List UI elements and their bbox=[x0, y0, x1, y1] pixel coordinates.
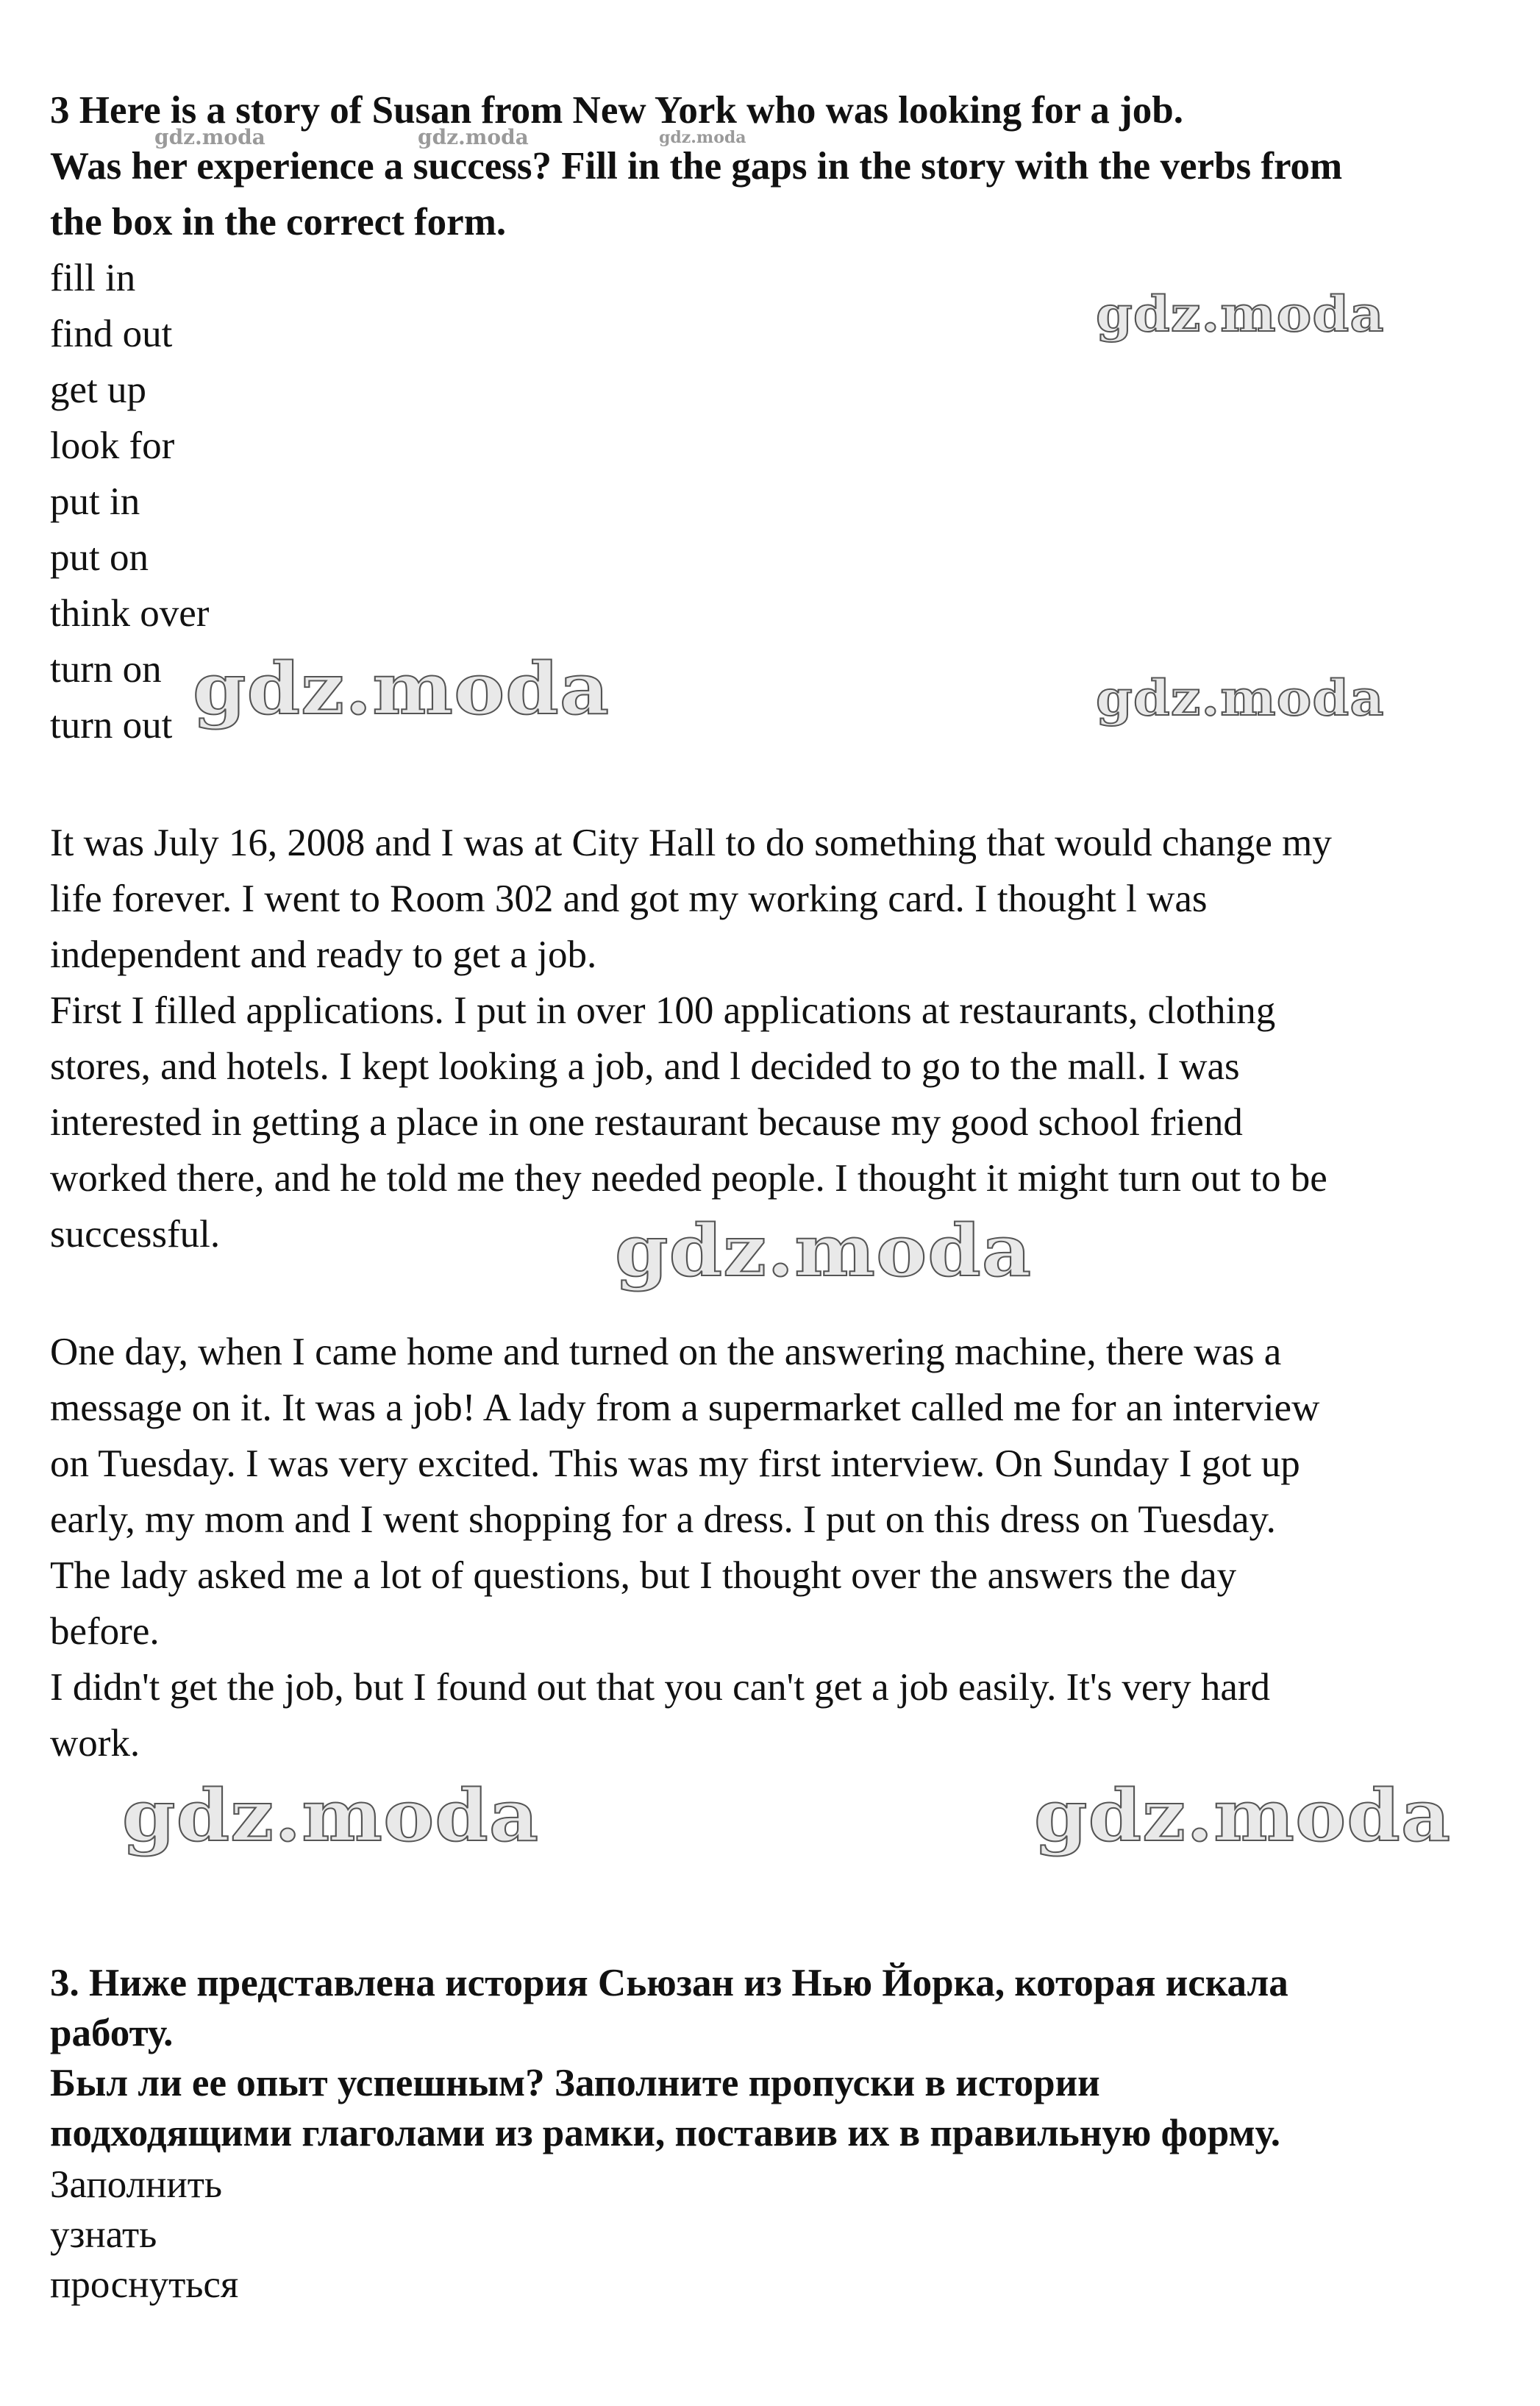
task-ru-heading-line-1: 3. Ниже представлена история Сьюзан из Нью Йорка, которая искала bbox=[50, 1962, 1288, 2004]
verb-fill-in: fill in bbox=[50, 257, 136, 299]
story-p2-line-1: One day, when I came home and turned on the answering machine, there was a bbox=[50, 1331, 1282, 1373]
ru-verb-2: узнать bbox=[50, 2213, 157, 2256]
story-p2-line-2: message on it. It was a job! A lady from a supermarket called me for an interview bbox=[50, 1387, 1320, 1429]
story-p2-line-3: on Tuesday. I was very excited. This was my first interview. On Sunday I got up bbox=[50, 1442, 1300, 1485]
story-p1-line-3: independent and ready to get a job. bbox=[50, 933, 597, 976]
watermark-3: gdz.moda bbox=[1096, 669, 1385, 727]
story-p1-line-8: successful. bbox=[50, 1213, 221, 1256]
task-ru-heading-line-4: подходящими глаголами из рамки, поставив их в правильную форму. bbox=[50, 2112, 1280, 2154]
watermark-4: gdz.moda bbox=[615, 1209, 1033, 1292]
watermark-5: gdz.moda bbox=[122, 1774, 540, 1857]
story-p1-line-4: First I filled applications. I put in over 100 applications at restaurants, clothing bbox=[50, 989, 1276, 1032]
verb-think-over: think over bbox=[50, 592, 210, 635]
task-heading-line-3: the box in the correct form. bbox=[50, 201, 507, 243]
story-p1-line-6: interested in getting a place in one restaurant because my good school friend bbox=[50, 1101, 1243, 1144]
watermark-small-1: gdz.moda bbox=[154, 125, 265, 149]
task-ru-heading-line-2: работу. bbox=[50, 2012, 174, 2054]
ru-verb-3: проснуться bbox=[50, 2263, 239, 2306]
story-p1-line-5: stores, and hotels. I kept looking a job, and l decided to go to the mall. I was bbox=[50, 1045, 1240, 1088]
task-heading-line-2: Was her experience a success? Fill in the gaps in the story with the verbs from bbox=[50, 145, 1343, 188]
story-p1-line-2: life forever. I went to Room 302 and got my working card. I thought l was bbox=[50, 878, 1208, 920]
story-p1-line-1: It was July 16, 2008 and I was at City Hall to do something that would change my bbox=[50, 822, 1332, 864]
ru-verb-1: Заполнить bbox=[50, 2163, 223, 2206]
story-p2-line-5: The lady asked me a lot of questions, but I thought over the answers the day bbox=[50, 1554, 1237, 1597]
story-p2-line-6: before. bbox=[50, 1610, 160, 1653]
story-p2-line-4: early, my mom and I went shopping for a dress. I put on this dress on Tuesday. bbox=[50, 1498, 1276, 1541]
watermark-2: gdz.moda bbox=[193, 647, 610, 730]
verb-turn-out: turn out bbox=[50, 704, 173, 747]
task-ru-heading-line-3: Был ли ее опыт успешным? Заполните пропуски в истории bbox=[50, 2062, 1100, 2104]
story-p2-line-7: I didn't get the job, but I found out that you can't get a job easily. It's very hard bbox=[50, 1666, 1270, 1709]
verb-put-in: put in bbox=[50, 480, 140, 523]
watermark-small-2: gdz.moda bbox=[418, 125, 529, 149]
verb-look-for: look for bbox=[50, 424, 175, 467]
verb-put-on: put on bbox=[50, 536, 149, 579]
story-p2-line-8: work. bbox=[50, 1722, 140, 1765]
verb-find-out: find out bbox=[50, 313, 173, 355]
watermark-6: gdz.moda bbox=[1034, 1774, 1452, 1857]
story-p1-line-7: worked there, and he told me they needed people. I thought it might turn out to be bbox=[50, 1157, 1327, 1200]
watermark-1: gdz.moda bbox=[1096, 285, 1385, 343]
watermark-small-3: gdz.moda bbox=[659, 128, 746, 147]
verb-turn-on: turn on bbox=[50, 648, 162, 691]
task-heading-line-1: 3 Here is a story of Susan from New York who was looking for a job. bbox=[50, 89, 1183, 132]
verb-get-up: get up bbox=[50, 369, 146, 411]
